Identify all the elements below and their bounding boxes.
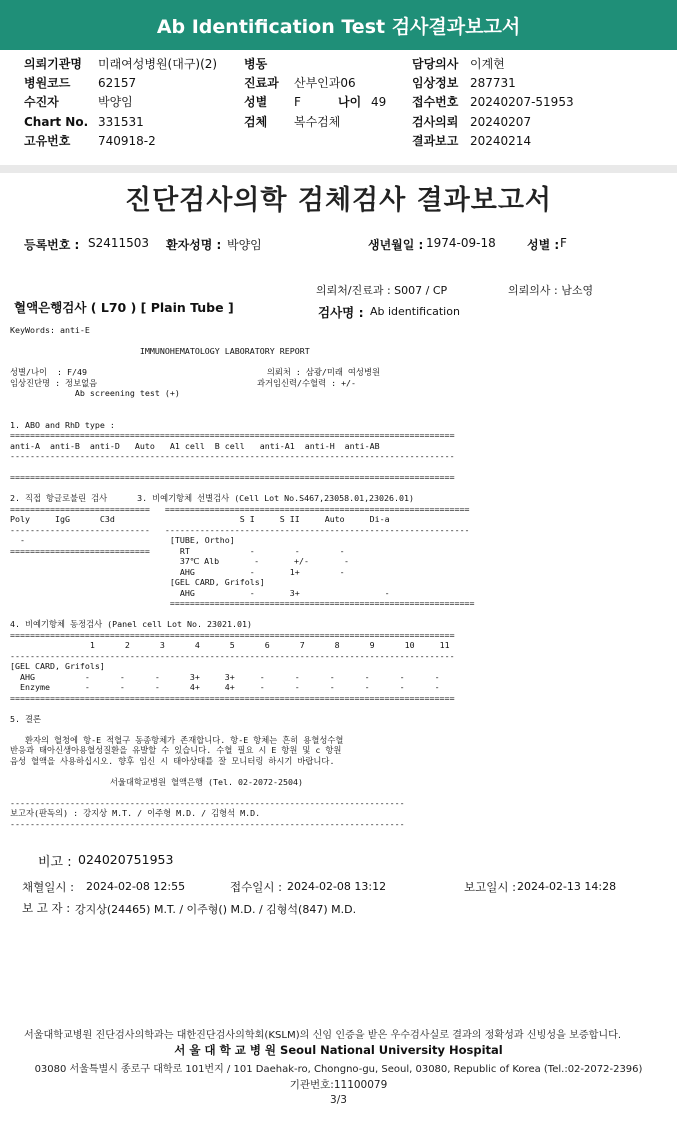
info-label-request-date: 검사의뢰: [412, 115, 459, 129]
lab-report-line: =========================================================================================: [10, 430, 455, 440]
lab-report-line: ---------------------------- -------------------------------------------------------------: [10, 524, 470, 535]
lab-report-line: 2. 직접 항글로불린 검사 3. 비예기항체 선별검사 (Cell Lot No.S467,23058.01,23026.01): [10, 493, 415, 503]
report-title: 진단검사의학 검체검사 결과보고서: [124, 185, 553, 216]
requesting-dept: 의뢰처/진료과 : S007 / CP: [316, 284, 448, 297]
lab-report-line: [GEL CARD, Grifols]: [10, 577, 265, 587]
info-label-institution: 의뢰기관명: [24, 57, 82, 71]
info-value-request-date: 20240207: [470, 115, 532, 129]
lab-report-line: -----------------------------------------------------------------------------------------: [10, 650, 455, 661]
lab-report-line: IMMUNOHEMATOLOGY LABORATORY REPORT: [10, 346, 310, 356]
lab-report-line: [10, 609, 475, 620]
lab-report-line: 서울대학교병원 혈액은행 (Tel. 02-2072-2504): [10, 776, 303, 787]
header-title: Ab Identification Test 검사결과보고서: [156, 16, 521, 38]
lab-report-line: =========================================================================================: [10, 692, 455, 703]
lab-report-line: 음성 혈액을 사용하십시오. 향후 임신 시 태아상태를 잘 모니터링 하시기 바랍니다.: [10, 755, 335, 766]
lab-report-line: Ab screening test (+): [10, 388, 180, 398]
lab-report-line: [10, 703, 475, 714]
lab-report-line: 4. 비예기항체 동정검사 (Panel cell Lot No. 23021.01): [10, 619, 252, 629]
info-label-report-date: 결과보고: [412, 134, 459, 148]
patient-name-label: 환자성명 :: [166, 238, 222, 252]
requesting-doctor: 의뢰의사 : 남소영: [508, 284, 594, 297]
info-label-chart: Chart No.: [24, 115, 89, 129]
info-value-specimen: 복수검체: [294, 115, 341, 129]
lab-report-line: ============================ RT - - -: [10, 545, 345, 556]
lab-report-line: ============================ =============================================================: [10, 503, 470, 514]
info-value-unique-id: 740918-2: [98, 134, 156, 148]
sex-value: F: [560, 236, 567, 250]
lab-report-line: [10, 399, 475, 410]
report-time-label: 보고일시 :: [464, 880, 516, 894]
reg-no-value: S2411503: [88, 236, 150, 250]
receive-time-value: 2024-02-08 13:12: [287, 880, 387, 893]
info-label-ward: 병동: [244, 57, 268, 71]
sex-label: 성별 :: [527, 238, 560, 252]
lab-report-line: AHG - - - 3+ 3+ - - - - - -: [10, 671, 440, 682]
report-time-value: 2024-02-13 14:28: [517, 880, 617, 893]
lab-report-line: [10, 483, 475, 494]
collect-time-value: 2024-02-08 12:55: [86, 880, 186, 893]
lab-report-line: 성별/나이 : F/49 의뢰처 : 삼광/미래 여성병원: [10, 367, 380, 377]
lab-report-line: [GEL CARD, Grifols]: [10, 661, 105, 671]
test-name-value: Ab identification: [370, 305, 460, 318]
info-value-dept: 산부인과06: [294, 76, 356, 90]
info-label-age: 나이: [338, 95, 362, 109]
lab-report-line: [10, 409, 475, 420]
lab-report-line: Poly IgG C3d S I S II Auto Di-a: [10, 514, 390, 524]
lab-report-line: [10, 357, 475, 368]
lab-report-line: [10, 766, 475, 777]
lab-report-line: 1. ABO and RhD type :: [10, 419, 115, 430]
lab-report-line: [10, 787, 475, 798]
birth-date-value: 1974-09-18: [426, 236, 496, 250]
lab-report-line: -------------------------------------------------------------------------------: [10, 797, 405, 808]
section-divider: [0, 165, 677, 173]
info-value-chart: 331531: [98, 115, 144, 129]
patient-name-value: 박양임: [227, 238, 262, 252]
lab-report-line: 1 2 3 4 5 6 7 8 9 10 11: [10, 640, 450, 650]
lab-report-line: 37℃ Alb - +/- -: [10, 556, 349, 566]
info-value-doctor: 이계현: [470, 57, 505, 71]
remark-label: 비고 :: [38, 855, 72, 870]
lab-report-line: Enzyme - - - 4+ 4+ - - - - - -: [10, 682, 440, 692]
info-value-patient: 박양임: [98, 95, 133, 109]
hospital-address: 03080 서울특별시 종로구 대학로 101번지 / 101 Daehak-ro, Chongno-gu, Seoul, 03080, Republic of Korea (Tel.:02-2072-2396): [34, 1064, 643, 1075]
lab-report-line: [10, 336, 475, 347]
info-label-receipt-no: 접수번호: [412, 95, 459, 109]
info-label-clinical-info: 임상정보: [412, 76, 459, 90]
remark-value: 024020751953: [78, 852, 174, 867]
lab-report-line: =========================================================================================: [10, 629, 455, 640]
lab-report-line: [10, 724, 475, 735]
info-label-specimen: 검체: [244, 115, 268, 129]
birth-date-label: 생년월일 :: [368, 238, 424, 252]
collect-time-label: 채혈일시 :: [22, 880, 74, 894]
info-value-sex: F: [294, 95, 301, 109]
info-label-sex: 성별: [244, 95, 268, 109]
test-type: 혈액은행검사 ( L70 ) [ Plain Tube ]: [14, 300, 234, 315]
lab-report-line: -------------------------------------------------------------------------------: [10, 818, 405, 829]
lab-report-line: AHG - 1+ -: [10, 566, 345, 577]
lab-report-line: anti-A anti-B anti-D Auto A1 cell B cell anti-A1 anti-H anti-AB: [10, 440, 380, 451]
reporter-value: 강지상(24465) M.T. / 이주형() M.D. / 김형석(847) M.D.: [75, 903, 357, 916]
lab-report-line: 보고자(판독의) : 강지상 M.T. / 이주형 M.D. / 김형석 M.D.: [10, 808, 261, 818]
org-number: 기관번호:11100079: [289, 1079, 388, 1091]
certification-note: 서울대학교병원 진단검사의학과는 대한진단검사의학회(KSLM)의 신임 인증을 받은 우수검사실로 결과의 정확성과 신빙성을 보증합니다.: [24, 1030, 622, 1041]
lab-report-line: 5. 결론: [10, 713, 42, 724]
lab-report-line: AHG - 3+ -: [10, 587, 390, 598]
info-value-age: 49: [371, 95, 387, 109]
lab-report-line: =============================================================: [10, 598, 475, 608]
info-value-clinical-info: 287731: [470, 76, 516, 90]
test-name-label: 검사명 :: [318, 305, 364, 320]
info-label-patient: 수진자: [24, 95, 59, 109]
info-label-hospital-code: 병원코드: [24, 76, 71, 90]
info-value-report-date: 20240214: [470, 134, 532, 148]
lab-report-line: 반응과 태아신생아용혈성질환을 유발할 수 있습니다. 수혈 필요 시 E 항원 및 c 항원: [10, 745, 342, 755]
lab-report: [10, 325, 475, 829]
lab-report-line: 환자의 혈청에 항-E 적혈구 동종항체가 존재합니다. 항-E 항체는 흔히 용혈성수혈: [10, 734, 344, 745]
lab-report-line: [10, 462, 475, 473]
lab-report-line: =========================================================================================: [10, 472, 455, 482]
lab-report-line: KeyWords: anti-E: [10, 325, 90, 335]
page-number: 3/3: [330, 1094, 347, 1106]
info-label-doctor: 담당의사: [412, 57, 459, 71]
info-value-receipt-no: 20240207-51953: [470, 95, 574, 109]
receive-time-label: 접수일시 :: [230, 880, 282, 894]
lab-report-line: -----------------------------------------------------------------------------------------: [10, 451, 455, 461]
info-label-dept: 진료과: [244, 76, 279, 90]
lab-report-line: 임상진단명 : 정보없음 과거임신력/수혈력 : +/-: [10, 377, 357, 388]
reg-no-label: 등록번호 :: [24, 238, 80, 252]
info-value-institution: 미래여성병원(대구)(2): [98, 57, 218, 71]
info-label-unique-id: 고유번호: [24, 134, 71, 148]
hospital-name: 서 울 대 학 교 병 원 Seoul National University Hospital: [174, 1043, 503, 1057]
lab-report-line: - [TUBE, Ortho]: [10, 535, 235, 545]
info-value-hospital-code: 62157: [98, 76, 137, 90]
reporter-label: 보 고 자 :: [22, 901, 71, 915]
